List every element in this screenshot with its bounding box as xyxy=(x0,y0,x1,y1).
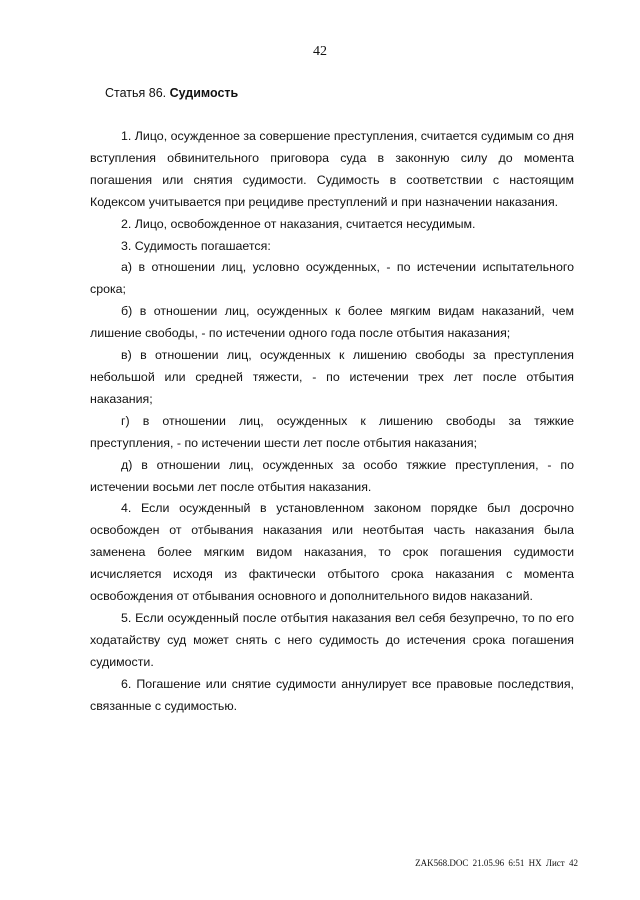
paragraph-2: 2. Лицо, освобожденное от наказания, считается несудимым. xyxy=(121,216,476,231)
page-number: 42 xyxy=(313,44,327,59)
paragraph-6: 6. Погашение или снятие судимости аннулирует все правовые последствия, связанные с судимостью. xyxy=(90,676,574,713)
article-body xyxy=(90,126,574,717)
article-name: Судимость xyxy=(169,86,239,100)
article-label: Статья 86. xyxy=(105,86,167,100)
paragraph-3v: в) в отношении лиц, осужденных к лишению свободы за преступления небольшой или средней тяжести, - по истечении трех лет после отбытия наказания; xyxy=(90,348,574,406)
article-heading xyxy=(105,86,238,100)
paragraph-5: 5. Если осужденный после отбытия наказания вел себя безупречно, то по его ходатайству суд может снять с него судимость до истечения срока погашения судимости. xyxy=(90,610,574,669)
paragraph-3b: б) в отношении лиц, осужденных к более мягким видам наказаний, чем лишение свободы, - по истечении одного года после отбытия наказания; xyxy=(90,304,574,341)
paragraph-1: 1. Лицо, осужденное за совершение преступления, считается судимым со дня вступления обвинительного приговора суда в законную силу до момента погашения или снятия судимости. Судимость в соответствии с настоящим Кодексом учитывается при рецидиве преступлений и при назначении наказания. xyxy=(90,129,574,209)
paragraph-3: 3. Судимость погашается: xyxy=(121,238,271,253)
paragraph-3g: г) в отношении лиц, осужденных к лишению свободы за тяжкие преступления, - по истечении шести лет после отбытия наказания; xyxy=(90,413,574,450)
paragraph-4: 4. Если осужденный в установленном законом порядке был досрочно освобожден от отбывания наказания или неотбытая часть наказания была заменена более мягким видом наказания, то срок погашения судимости исчисляется исходя из фактически отбытого срока наказания с момента освобождения от отбывания основного и дополнительного видов наказаний. xyxy=(90,501,574,604)
document-footer: ZAK568.DOC 21.05.96 6:51 НХ Лист 42 xyxy=(415,858,578,868)
paragraph-3a: а) в отношении лиц, условно осужденных, - по истечении испытательного срока; xyxy=(90,260,574,297)
paragraph-3d: д) в отношении лиц, осужденных за особо тяжкие преступления, - по истечении восьми лет после отбытия наказания. xyxy=(90,457,574,494)
